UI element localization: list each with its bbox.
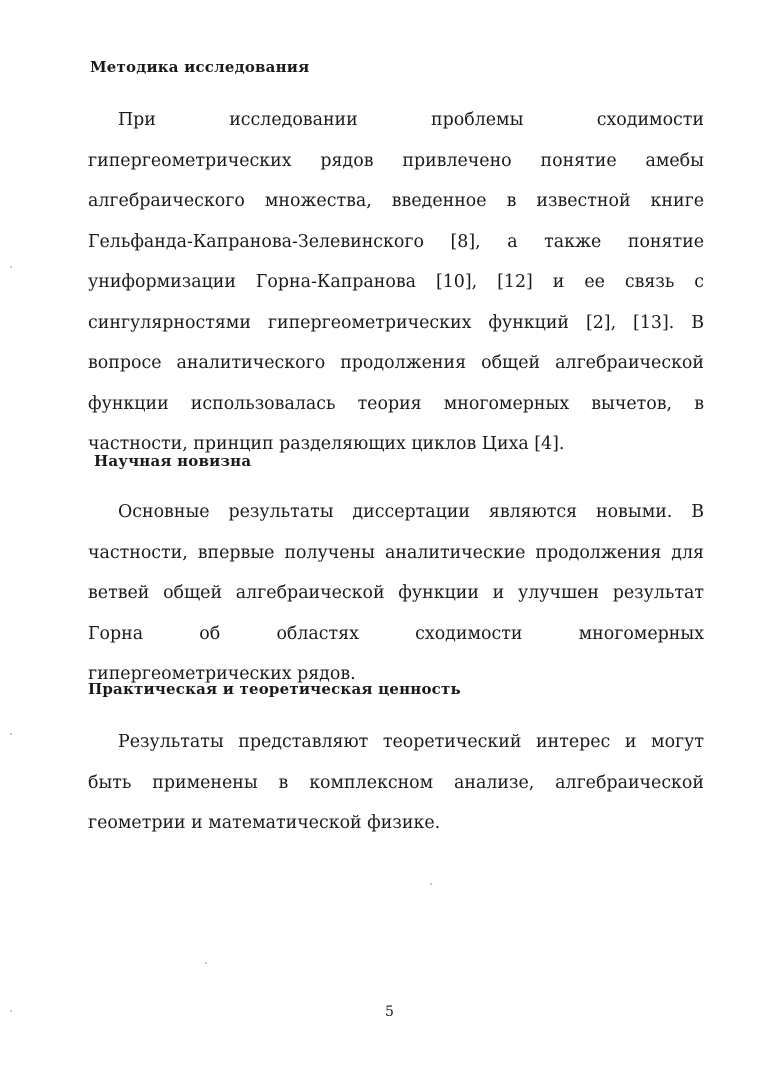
scan-speck bbox=[10, 733, 12, 735]
section-paragraph-methodology: При исследовании проблемы сходимости гипергеометрических рядов привлечено понятие амебы алгебраического множества, введенное в известной книге Гельфанда-Капранова-Зелевинского [8], а также понятие униформизации Горна-Капранова [10], [12] и ее связь с сингулярностями гипергеометрических функций [2], [13]. В вопросе аналитического продолжения общей алгебраической функции использовалась теория многомерных вычетов, в частности, принцип разделяющих циклов Циха [4]. bbox=[88, 110, 704, 454]
section-paragraph-value: Результаты представляют теоретический интерес и могут быть применены в комплексном анализе, алгебраической геометрии и математической физике. bbox=[88, 732, 704, 833]
section-paragraph-novelty: Основные результаты диссертации являются новыми. В частности, впервые получены аналитические продолжения для ветвей общей алгебраической функции и улучшен результат Горна об областях сходимости многомерных гипергеометрических рядов. bbox=[88, 502, 704, 684]
scan-speck bbox=[205, 962, 207, 964]
section-heading-methodology: Методика исследования bbox=[90, 58, 310, 76]
section-heading-novelty: Научная новизна bbox=[94, 452, 252, 470]
scan-speck bbox=[10, 1010, 12, 1012]
page-number: 5 bbox=[385, 1004, 394, 1020]
section-heading-value: Практическая и теоретическая ценность bbox=[88, 680, 461, 698]
scan-speck bbox=[10, 266, 12, 268]
scan-speck bbox=[430, 883, 432, 885]
